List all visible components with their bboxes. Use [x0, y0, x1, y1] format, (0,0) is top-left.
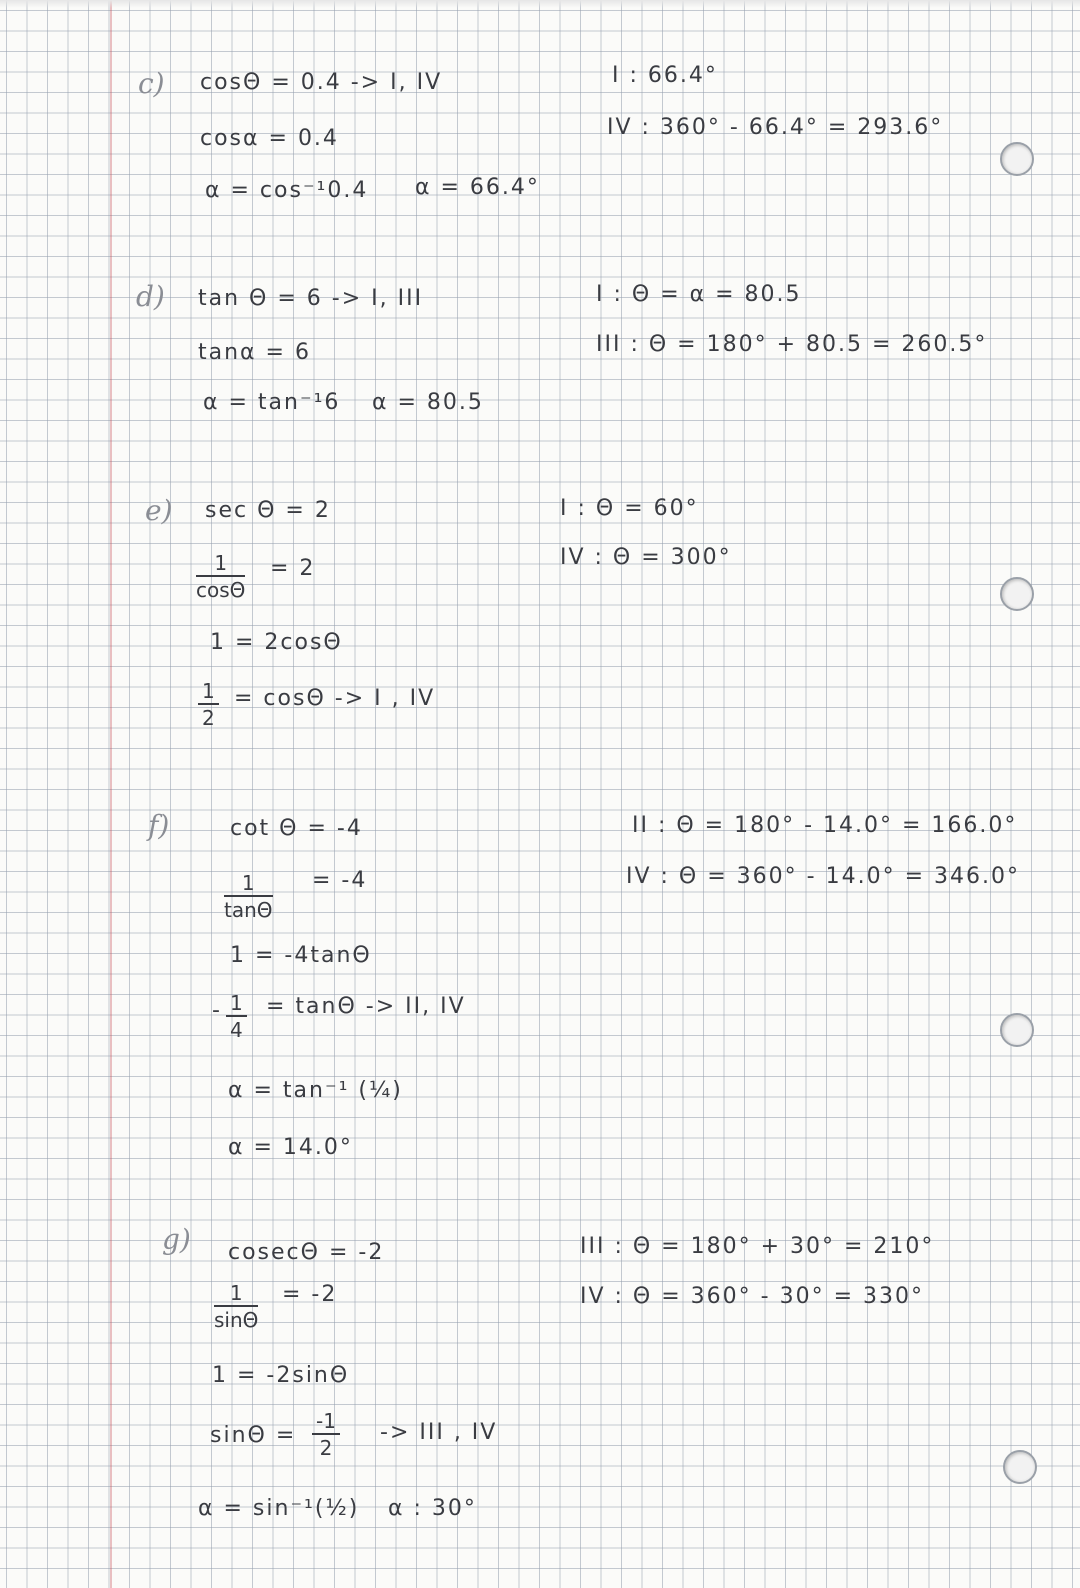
equation-line: 1 = 2cosΘ	[210, 630, 343, 655]
solution-line: IV : 360° - 66.4° = 293.6°	[607, 115, 944, 140]
equation-line: -	[212, 998, 222, 1023]
solution-line: I : Θ = α = 80.5	[596, 282, 802, 307]
equation-line: α = tan⁻¹ (¼)	[228, 1078, 403, 1103]
fraction	[214, 1282, 258, 1331]
solution-line: I : Θ = 60°	[560, 496, 699, 521]
section-label: f)	[148, 809, 170, 842]
margin-line	[110, 0, 112, 1588]
fraction-numerator: 1	[196, 552, 245, 577]
equation-line: α = tan⁻¹6	[203, 390, 341, 415]
equation-line: cosecΘ = -2	[228, 1240, 385, 1265]
fraction-denominator: tanΘ	[224, 898, 273, 922]
fraction	[224, 872, 273, 921]
equation-line: = -2	[282, 1282, 338, 1307]
punch-hole	[1000, 142, 1034, 176]
equation-line: = cosΘ -> I , IV	[234, 686, 436, 711]
equation-line: = -4	[312, 868, 368, 893]
fraction	[226, 992, 247, 1041]
equation-line: α = sin⁻¹(½)	[198, 1496, 360, 1521]
equation-line: 1 = -2sinΘ	[212, 1363, 350, 1388]
solution-line: II : Θ = 180° - 14.0° = 166.0°	[632, 813, 1018, 838]
equation-line: α = 66.4°	[415, 175, 540, 200]
section-label: d)	[136, 280, 165, 313]
solution-line: IV : Θ = 360° - 30° = 330°	[580, 1284, 924, 1309]
section-label: c)	[138, 67, 165, 100]
equation-line: α = cos⁻¹0.4	[205, 178, 369, 203]
fraction-numerator: 1	[198, 680, 219, 705]
fraction-denominator: sinΘ	[214, 1308, 259, 1332]
fraction-denominator: cosΘ	[196, 578, 246, 602]
fraction-numerator: 1	[226, 992, 247, 1017]
equation-line: -> III , IV	[380, 1420, 498, 1445]
solution-line: III : Θ = 180° + 80.5 = 260.5°	[596, 332, 988, 357]
equation-line: 1 = -4tanΘ	[230, 943, 372, 968]
solution-line: IV : Θ = 300°	[560, 545, 732, 570]
section-label: g)	[162, 1223, 191, 1256]
equation-line: tanα = 6	[198, 340, 311, 365]
fraction	[198, 680, 219, 729]
fraction	[312, 1410, 340, 1459]
equation-line: cosΘ = 0.4 -> I, IV	[200, 70, 443, 95]
fraction-denominator: 2	[319, 1436, 333, 1460]
solution-line: I : 66.4°	[612, 63, 718, 88]
solution-line: III : Θ = 180° + 30° = 210°	[580, 1234, 935, 1259]
fraction-numerator: 1	[214, 1282, 258, 1307]
equation-line: cot Θ = -4	[230, 816, 363, 841]
equation-line: sec Θ = 2	[205, 498, 331, 523]
punch-hole	[1003, 1450, 1037, 1484]
fraction-denominator: 2	[202, 706, 215, 730]
punch-hole	[1000, 1013, 1034, 1047]
fraction-numerator: -1	[312, 1410, 340, 1435]
equation-line: cosα = 0.4	[200, 126, 339, 151]
equation-line: sinΘ =	[210, 1423, 297, 1448]
solution-line: IV : Θ = 360° - 14.0° = 346.0°	[626, 864, 1020, 889]
equation-line: tan Θ = 6 -> I, III	[198, 286, 424, 311]
fraction	[196, 552, 245, 601]
section-label: e)	[145, 494, 173, 527]
equation-line: α : 30°	[388, 1496, 477, 1521]
equation-line: α = 80.5	[372, 390, 484, 415]
punch-hole	[1000, 577, 1034, 611]
fraction-numerator: 1	[224, 872, 273, 897]
equation-line: = 2	[270, 556, 316, 581]
page-top-edge	[0, 0, 1080, 8]
fraction-denominator: 4	[230, 1018, 243, 1042]
equation-line: = tanΘ -> II, IV	[266, 994, 466, 1019]
equation-line: α = 14.0°	[228, 1135, 353, 1160]
